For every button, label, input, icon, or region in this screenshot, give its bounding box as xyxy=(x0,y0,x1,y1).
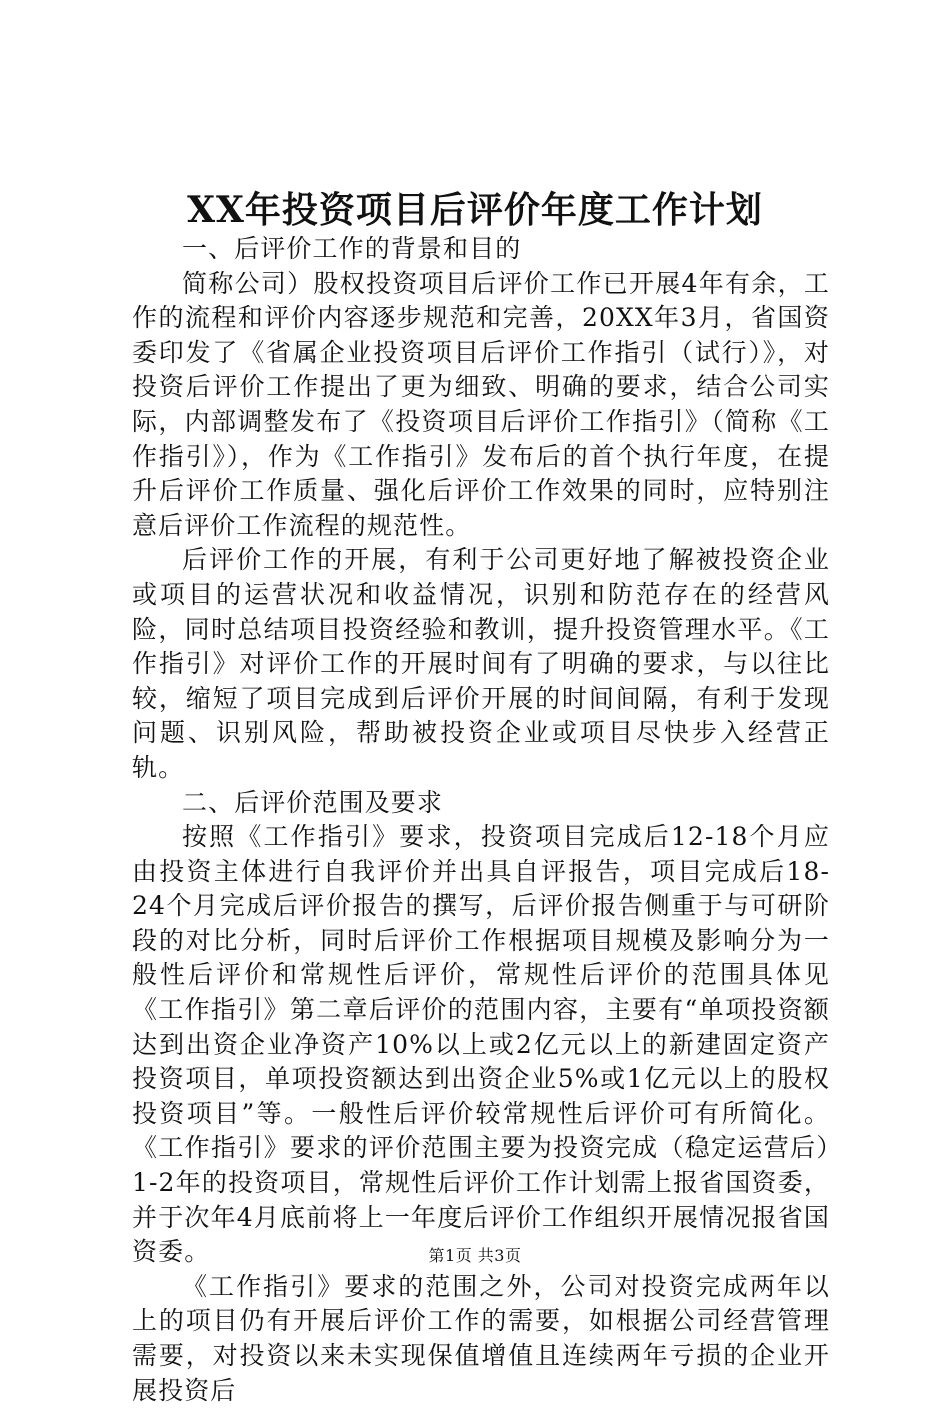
document-title: XX年投资项目后评价年度工作计划 xyxy=(187,189,763,231)
paragraph-1: 简称公司）股权投资项目后评价工作已开展4年有余，工作的流程和评价内容逐步规范和完善，20XX年3月，省国资委印发了《省属企业投资项目后评价工作指引（试行）》，对投资后评价工作提出了更为细致、明确的要求，结合公司实际，内部调整发布了《投资项目后评价工作指引》（简称《工作指引》），作为《工作指引》发布后的首个执行年度，在提升后评价工作质量、强化后评价工作效果的同时，应特别注意后评价工作流程的规范性。 xyxy=(132,268,830,540)
paragraph-3: 按照《工作指引》要求，投资项目完成后12-18个月应由投资主体进行自我评价并出具自评报告，项目完成后18-24个月完成后评价报告的撰写，后评价报告侧重于与可研阶段的对比分析，同时后评价工作根据项目规模及影响分为一般性后评价和常规性后评价，常规性后评价的范围具体见《工作指引》第二章后评价的范围内容，主要有“单项投资额达到出资企业净资产10%以上或2亿元以上的新建固定资产投资项目，单项投资额达到出资企业5%或1亿元以上的股权投资项目”等。一般性后评价较常规性后评价可有所简化。《工作指引》要求的评价范围主要为投资完成（稳定运营后）1-2年的投资项目，常规性后评价工作计划需上报省国资委，并于次年4月底前将上一年度后评价工作组织开展情况报省国资委。 xyxy=(132,822,830,1267)
document-body xyxy=(132,232,830,1408)
paragraph-4: 《工作指引》要求的范围之外，公司对投资完成两年以上的项目仍有开展后评价工作的需要，如根据公司经营管理需要，对投资以来未实现保值增值且连续两年亏损的企业开展投资后 xyxy=(132,1271,830,1405)
section-heading-1: 一、后评价工作的背景和目的 xyxy=(182,234,522,263)
paragraph-2: 后评价工作的开展，有利于公司更好地了解被投资企业或项目的运营状况和收益情况，识别和防范存在的经营风险，同时总结项目投资经验和教训，提升投资管理水平。《工作指引》对评价工作的开展时间有了明确的要求，与以往比较，缩短了项目完成到后评价开展的时间间隔，有利于发现问题、识别风险，帮助被投资企业或项目尽快步入经营正轨。 xyxy=(132,545,830,782)
section-heading-2: 二、后评价范围及要求 xyxy=(182,787,444,817)
page-footer: 第1页 共3页 xyxy=(428,1246,522,1265)
